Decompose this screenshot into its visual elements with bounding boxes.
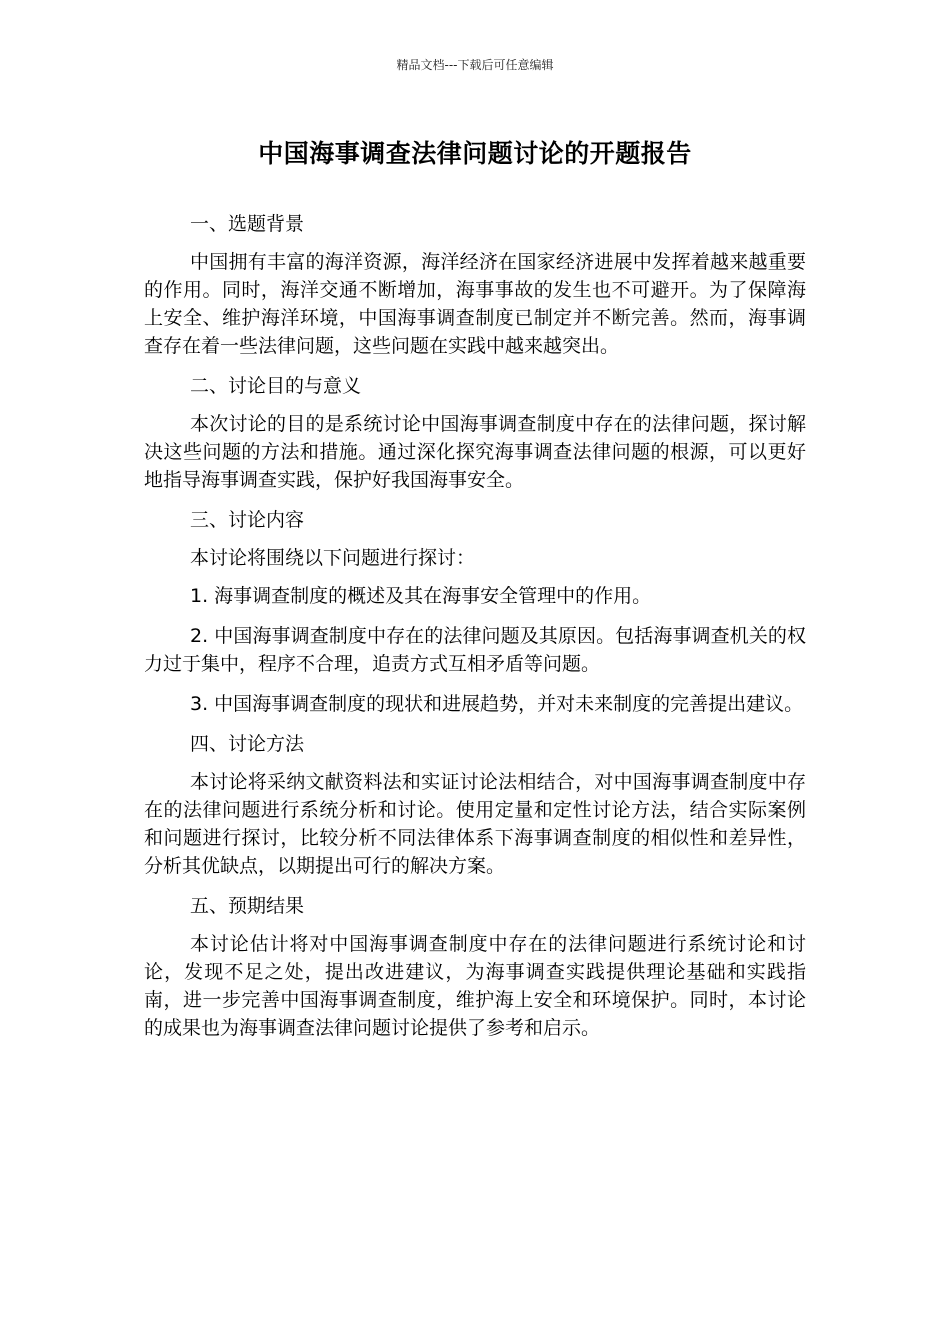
section-heading-content: 三、讨论内容 xyxy=(190,509,305,531)
list-item-content-3: 3. 中国海事调查制度的现状和进展趋势，并对未来制度的完善提出建议。 xyxy=(190,693,804,715)
paragraph-content-intro: 本讨论将围绕以下问题进行探讨： xyxy=(190,547,476,569)
section-heading-purpose: 二、讨论目的与意义 xyxy=(190,375,362,397)
paragraph-expected-results: 本讨论估计将对中国海事调查制度中存在的法律问题进行系统讨论和讨论，发现不足之处，提出改进建议，为海事调查实践提供理论基础和实践指南，进一步完善中国海事调查制度，维护海上安全和环境保护。同时，本讨论的成果也为海事调查法律问题讨论提供了参考和启示。 xyxy=(144,933,806,1039)
section-heading-method: 四、讨论方法 xyxy=(190,733,305,755)
section-heading-expected-results: 五、预期结果 xyxy=(190,895,305,917)
section-heading-background: 一、选题背景 xyxy=(190,213,305,235)
paragraph-background: 中国拥有丰富的海洋资源，海洋经济在国家经济进展中发挥着越来越重要的作用。同时，海洋交通不断增加，海事事故的发生也不可避开。为了保障海上安全、维护海洋环境，中国海事调查制度已制定并不断完善。然而，海事调查存在着一些法律问题，这些问题在实践中越来越突出。 xyxy=(144,251,806,357)
paragraph-method: 本讨论将采纳文献资料法和实证讨论法相结合，对中国海事调查制度中存在的法律问题进行系统分析和讨论。使用定量和定性讨论方法，结合实际案例和问题进行探讨，比较分析不同法律体系下海事调查制度的相似性和差异性，分析其优缺点，以期提出可行的解决方案。 xyxy=(144,771,806,877)
document-body xyxy=(144,210,806,1054)
page-header-watermark: 精品文档---下载后可任意编辑 xyxy=(396,58,554,72)
paragraph-purpose: 本次讨论的目的是系统讨论中国海事调查制度中存在的法律问题，探讨解决这些问题的方法和措施。通过深化探究海事调查法律问题的根源，可以更好地指导海事调查实践，保护好我国海事安全。 xyxy=(144,413,806,491)
document-title: 中国海事调查法律问题讨论的开题报告 xyxy=(258,139,692,168)
list-item-content-2: 2. 中国海事调查制度中存在的法律问题及其原因。包括海事调查机关的权力过于集中，程序不合理，追责方式互相矛盾等问题。 xyxy=(144,625,806,675)
list-item-content-1: 1. 海事调查制度的概述及其在海事安全管理中的作用。 xyxy=(190,585,652,607)
